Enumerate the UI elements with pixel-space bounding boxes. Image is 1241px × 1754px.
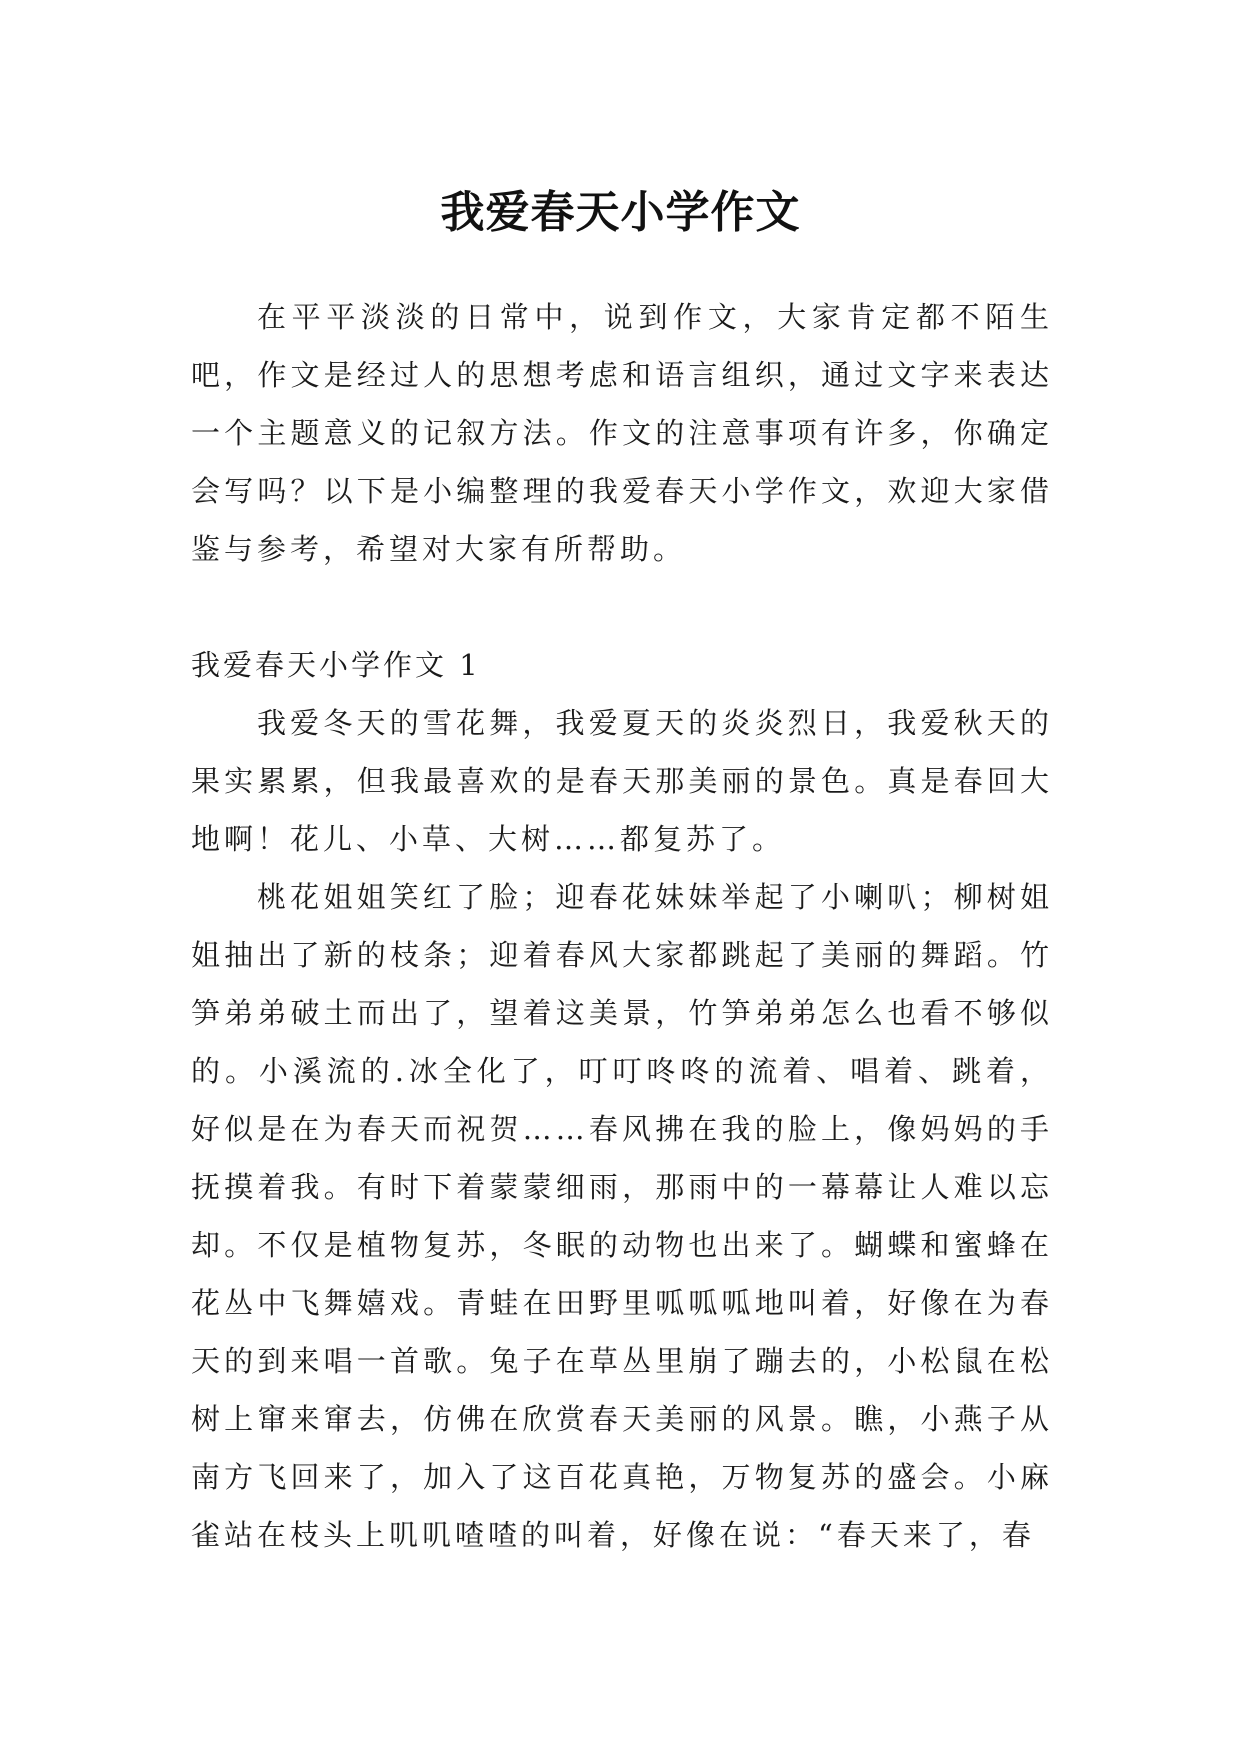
section-heading: 我爱春天小学作文 1 bbox=[191, 648, 481, 682]
intro-paragraph: 在平平淡淡的日常中，说到作文，大家肯定都不陌生吧，作文是经过人的思想考虑和语言组织，通过文字来表达一个主题意义的记叙方法。作文的注意事项有许多，你确定会写吗？以下是小编整理的我爱春天小学作文，欢迎大家借鉴与参考，希望对大家有所帮助。 bbox=[191, 300, 1053, 566]
document-title: 我爱春天小学作文 bbox=[440, 187, 801, 239]
body-paragraph: 桃花姐姐笑红了脸；迎春花妹妹举起了小喇叭；柳树姐姐抽出了新的枝条；迎着春风大家都跳起了美丽的舞蹈。竹笋弟弟破土而出了，望着这美景，竹笋弟弟怎么也看不够似的。小溪流的.冰全化了，叮叮咚咚的流着、唱着、跳着，好似是在为春天而祝贺……春风拂在我的脸上，像妈妈的手抚摸着我。有时下着蒙蒙细雨，那雨中的一幕幕让人难以忘却。不仅是植物复苏，冬眠的动物也出来了。蝴蝶和蜜蜂在花丛中飞舞嬉戏。青蛙在田野里呱呱呱地叫着，好像在为春天的到来唱一首歌。兔子在草丛里崩了蹦去的，小松鼠在松树上窜来窜去，仿佛在欣赏春天美丽的风景。瞧，小燕子从南方飞回来了，加入了这百花真艳，万物复苏的盛会。小麻雀站在枝头上叽叽喳喳的叫着，好像在说：“春天来了，春 bbox=[191, 880, 1053, 1552]
document-body bbox=[191, 288, 1053, 1564]
body-paragraph: 我爱冬天的雪花舞，我爱夏天的炎炎烈日，我爱秋天的果实累累，但我最喜欢的是春天那美丽的景色。真是春回大地啊！花儿、小草、大树……都复苏了。 bbox=[191, 706, 1053, 856]
